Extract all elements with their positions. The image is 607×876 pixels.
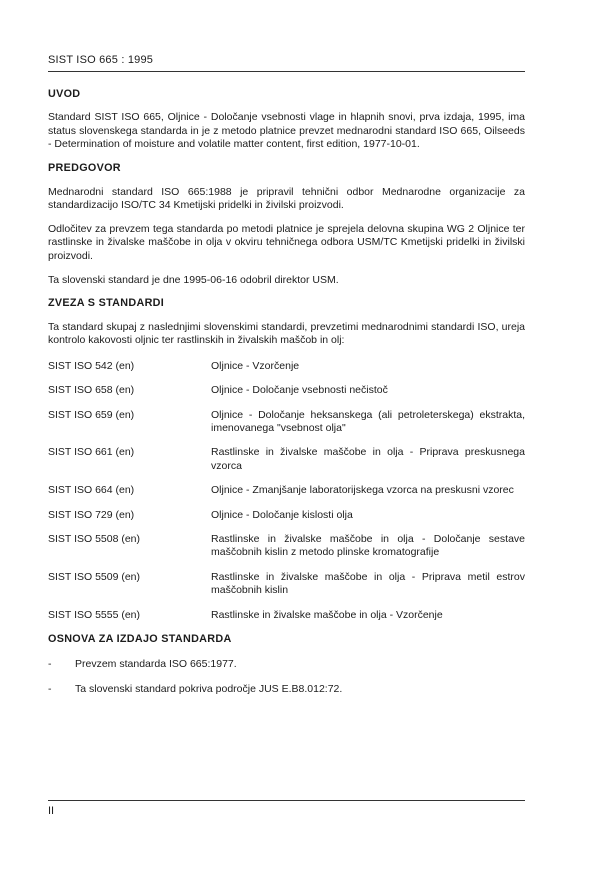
page-content bbox=[48, 88, 525, 707]
standard-code: SIST ISO 664 (en) bbox=[48, 484, 135, 497]
standard-title: Oljnice - Zmanjšanje laboratorijskega vzorca na preskusni vzorec bbox=[211, 484, 514, 497]
standard-title: Rastlinske in živalske maščobe in olja - Priprava preskusnega vzorca bbox=[211, 446, 525, 472]
standard-row bbox=[48, 533, 525, 560]
list-item-text: Ta slovenski standard pokriva področje JUS E.B8.012:72. bbox=[75, 682, 343, 695]
standard-row bbox=[48, 360, 525, 373]
list-dash: - bbox=[48, 682, 52, 695]
standard-row bbox=[48, 446, 525, 473]
standards-list bbox=[48, 360, 525, 622]
predgovor-paragraph-1: Mednarodni standard ISO 665:1988 je pripravil tehnični odbor Mednarodne organizacije za standardizacijo ISO/TC 34 Kmetijski pridelki in živilski proizvodi. bbox=[48, 185, 525, 211]
standard-row bbox=[48, 509, 525, 522]
standard-title: Oljnice - Določanje heksanskega (ali petroleterskega) ekstrakta, imenovanega "vsebnost olja" bbox=[211, 408, 525, 434]
standard-code: SIST ISO 658 (en) bbox=[48, 384, 135, 397]
standard-title: Rastlinske in živalske maščobe in olja - Določanje sestave maščobnih kislin z metodo plinske kromatografije bbox=[211, 532, 525, 559]
standard-title: Rastlinske in živalske maščobe in olja - Vzorčenje bbox=[211, 608, 443, 621]
standard-title: Oljnice - Določanje vsebnosti nečistoč bbox=[211, 384, 388, 397]
footer-rule bbox=[48, 800, 525, 801]
standard-row bbox=[48, 384, 525, 397]
standard-code: SIST ISO 542 (en) bbox=[48, 359, 135, 372]
standard-code: SIST ISO 5509 (en) bbox=[48, 570, 141, 583]
predgovor-paragraph-3: Ta slovenski standard je dne 1995-06-16 odobril direktor USM. bbox=[48, 273, 339, 286]
section-predgovor bbox=[48, 162, 525, 287]
list-item-text: Prevzem standarda ISO 665:1977. bbox=[75, 658, 237, 671]
section-uvod bbox=[48, 88, 525, 152]
predgovor-paragraph-2: Odločitev za prevzem tega standarda po metodi platnice je sprejela delovna skupina WG 2 Oljnice ter rastlinske in živalske maščobe in olja v okviru tehničnega odbora USM/TC Kmetijski pridelki in živilski proizvodi. bbox=[48, 222, 525, 262]
standard-row bbox=[48, 409, 525, 436]
standard-code: SIST ISO 5508 (en) bbox=[48, 532, 141, 545]
standard-code: SIST ISO 659 (en) bbox=[48, 408, 135, 421]
section-osnova bbox=[48, 633, 525, 696]
standard-row bbox=[48, 571, 525, 598]
section-title-zveza: ZVEZA S STANDARDI bbox=[48, 297, 165, 310]
section-title-uvod: UVOD bbox=[48, 88, 81, 100]
list-item bbox=[48, 658, 525, 671]
standard-title: Rastlinske in živalske maščobe in olja - Priprava metil estrov maščobnih kislin bbox=[211, 570, 525, 597]
section-title-predgovor: PREDGOVOR bbox=[48, 162, 121, 175]
standard-title: Oljnice - Vzorčenje bbox=[211, 359, 300, 372]
section-title-osnova: OSNOVA ZA IZDAJO STANDARDA bbox=[48, 632, 232, 645]
page-number: II bbox=[48, 805, 55, 817]
uvod-paragraph: Standard SIST ISO 665, Oljnice - Določanje vsebnosti vlage in hlapnih snovi, prva izdaja, 1995, ima status slovenskega standarda in je z metodo platnice prevzet mednarodni standard ISO 665, Oilseeds - Determination of moisture and volatile matter content, first edition, 1977-10-01. bbox=[48, 111, 525, 151]
zveza-intro: Ta standard skupaj z naslednjimi slovenskimi standardi, prevzetimi mednarodnimi standardi ISO, ureja kontrolo kakovosti oljnic ter rastlinskih in živalskih maščob in olj: bbox=[48, 320, 525, 347]
basis-list bbox=[48, 658, 525, 696]
running-header: SIST ISO 665 : 1995 bbox=[48, 54, 154, 66]
header-rule bbox=[48, 71, 525, 72]
list-item bbox=[48, 683, 525, 696]
standard-title: Oljnice - Določanje kislosti olja bbox=[211, 508, 353, 521]
standard-code: SIST ISO 729 (en) bbox=[48, 508, 135, 521]
standard-code: SIST ISO 661 (en) bbox=[48, 446, 135, 459]
section-zveza bbox=[48, 297, 525, 622]
standard-code: SIST ISO 5555 (en) bbox=[48, 608, 141, 621]
list-dash: - bbox=[48, 658, 52, 671]
standard-row bbox=[48, 484, 525, 497]
standard-row bbox=[48, 609, 525, 622]
